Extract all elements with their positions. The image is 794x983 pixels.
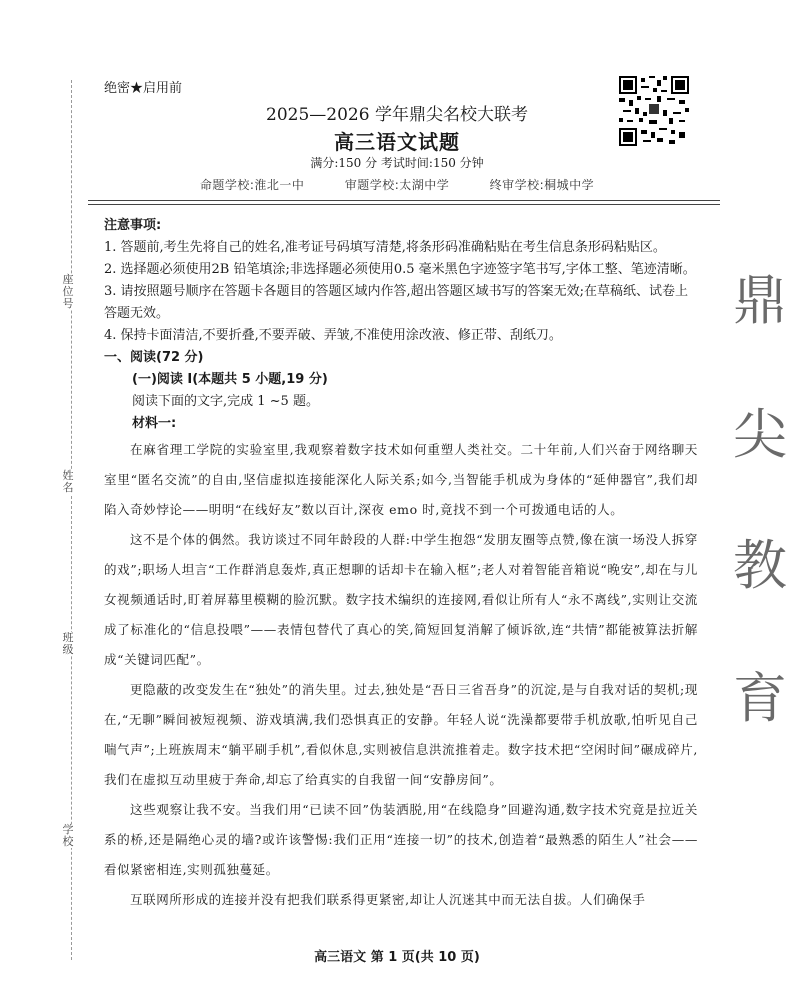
qr-code-icon [619,76,689,146]
watermark-char-1: 鼎 [733,269,787,332]
note-item: 2. 选择题必须使用2B 铅笔填涂;非选择题必须使用0.5 毫米黑色字迹签字笔书写,字体工整、笔迹清晰。 [104,262,696,277]
instruction: 阅读下面的文字,完成 1 ~5 题。 [132,394,319,409]
header-divider [88,200,720,205]
school-proposer: 命题学校:淮北一中 [199,178,305,192]
school-final-reviewer: 终审学校:桐城中学 [489,178,595,192]
material-label: 材料一: [132,416,177,431]
school-list [0,176,794,193]
passage-paragraph: 在麻省理工学院的实验室里,我观察着数字技术如何重塑人类社交。二十年前,人们兴奋于网络聊天室里“匿名交流”的自由,坚信虚拟连接能深化人际关系;如今,当智能手机成为身体的“延伸器官”,我们却陷入奇妙悖论——明明“在线好友”数以百计,深夜 emo 时,竟找不到一个可拨通电话的人。 [104,442,698,517]
watermark-char-3: 教 [733,534,787,597]
notes-heading: 注意事项: [104,218,162,233]
note-item: 3. 请按照题号顺序在答题卡各题目的答题区域内作答,超出答题区域书写的答案无效;在草稿纸、试卷上答题无效。 [104,284,689,321]
watermark-char-4: 育 [733,667,787,730]
section-title: 一、阅读(72 分) [104,350,204,365]
seat-number-label: 座位号 [58,274,78,310]
name-label: 姓名 [58,470,78,494]
school-label: 学校 [58,824,78,848]
confidential-label: 绝密★启用前 [104,81,183,96]
passage-paragraph: 互联网所形成的连接并没有把我们联系得更紧密,却让人沉迷其中而无法自拔。人们确保手 [130,892,646,907]
watermark-char-2: 尖 [733,403,787,466]
class-label: 班级 [58,632,78,656]
school-reviewer: 审题学校:太湖中学 [344,178,450,192]
passage-paragraph: 更隐蔽的改变发生在“独处”的消失里。过去,独处是“吾日三省吾身”的沉淀,是与自我对话的契机;现在,“无聊”瞬间被短视频、游戏填满,我们恐惧真正的安静。年轻人说“洗澡都要带手机放歌,怕听见自己喘气声”;上班族周末“躺平刷手机”,看似休息,实则被信息洪流推着走。数字技术把“空闲时间”碾成碎片,我们在虚拟互动里疲于奔命,却忘了给真实的自我留一间“安静房间”。 [104,682,698,787]
note-item: 4. 保持卡面清洁,不要折叠,不要弄破、弄皱,不准使用涂改液、修正带、刮纸刀。 [104,328,562,343]
passage-paragraph: 这不是个体的偶然。我访谈过不同年龄段的人群:中学生抱怨“发朋友圈等点赞,像在演一场没人拆穿的戏”;职场人坦言“工作群消息轰炸,真正想聊的话却卡在输入框”;老人对着智能音箱说“晚安”,却在与儿女视频通话时,盯着屏幕里模糊的脸沉默。数字技术编织的连接网,看似让所有人“永不离线”,实则让交流成了标准化的“信息投喂”——表情包替代了真心的笑,简短回复消解了倾诉欲,连“共情”都能被算法折解成“关键词匹配”。 [104,532,698,667]
main-content [104,215,698,915]
exam-title: 2025—2026 学年鼎尖名校大联考 [266,105,528,125]
note-item: 1. 答题前,考生先将自己的姓名,准考证号码填写清楚,将条形码准确粘贴在考生信息条形码粘贴区。 [104,240,666,255]
subject-title: 高三语文试题 [334,130,460,154]
passage-paragraph: 这些观察让我不安。当我们用“已读不回”伪装洒脱,用“在线隐身”回避沟通,数字技术究竟是拉近关系的桥,还是隔绝心灵的墙?或许该警惕:我们正用“连接一切”的技术,创造着“最熟悉的陌生人”社会——看似紧密相连,实则孤独蔓延。 [104,802,698,877]
page-footer: 高三语文 第 1 页(共 10 页) [314,950,480,965]
score-time: 满分:150 分 考试时间:150 分钟 [310,156,484,170]
sub-section-title: (一)阅读 I(本题共 5 小题,19 分) [132,372,328,387]
